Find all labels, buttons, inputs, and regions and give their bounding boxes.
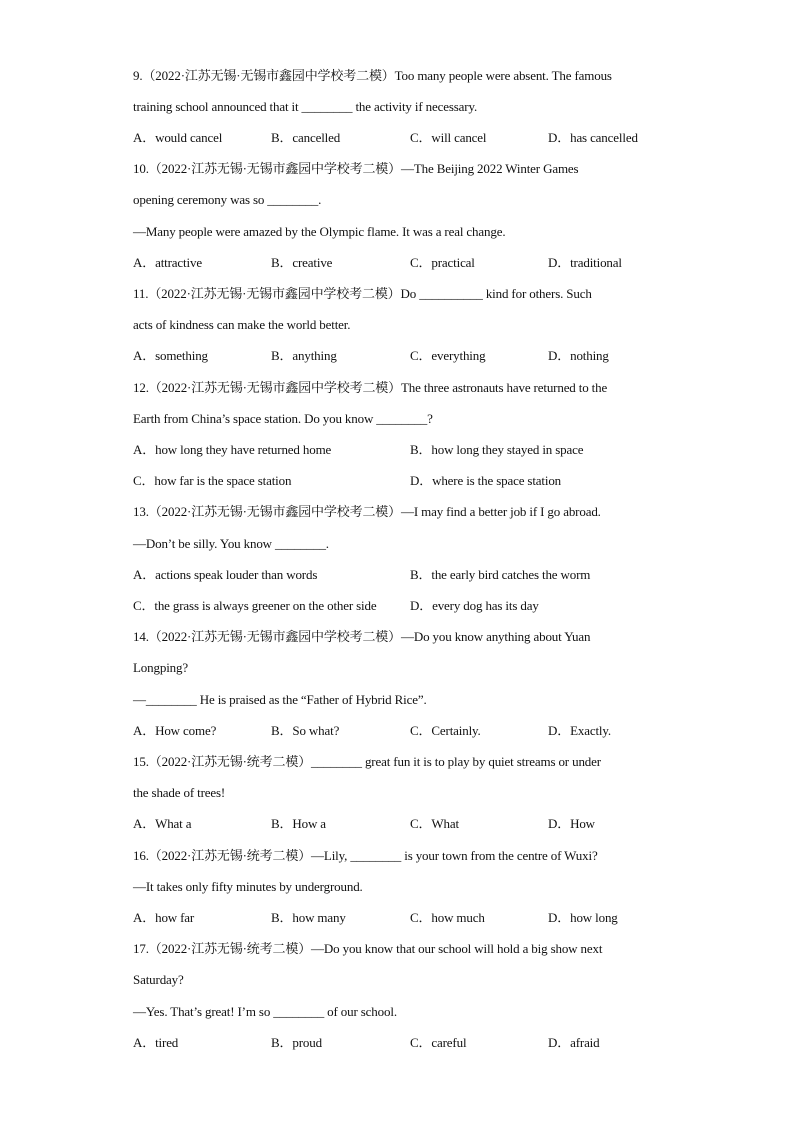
question-14-line-2: Longping? [133,660,188,675]
question-14-option-b: B．So what? [271,723,340,738]
question-12-line-2: Earth from China’s space station. Do you know ________? [133,411,433,426]
question-16-option-c: C．how much [410,910,485,925]
question-15-option-b: B．How a [271,816,326,831]
question-14-option-c: C．Certainly. [410,723,481,738]
question-12-line-1: 12.（2022·江苏无锡·无锡市鑫园中学校考二模）The three astronauts have returned to the [133,380,608,395]
question-12-option-d: D．where is the space station [410,473,562,488]
question-15-line-2: the shade of trees! [133,785,226,800]
question-17-option-b: B．proud [271,1035,322,1050]
question-9-option-a: A．would cancel [133,130,223,145]
question-10-option-d: D．traditional [548,255,622,270]
question-16-line-1: 16.（2022·江苏无锡·统考二模）—Lily, ________ is your town from the centre of Wuxi? [133,848,598,863]
question-14-option-a: A．How come? [133,723,217,738]
question-13-line-1: 13.（2022·江苏无锡·无锡市鑫园中学校考二模）—I may find a better job if I go abroad. [133,504,601,519]
question-13-option-b: B．the early bird catches the worm [410,567,591,582]
question-15-line-1: 15.（2022·江苏无锡·统考二模）________ great fun it is to play by quiet streams or under [133,754,601,769]
question-10-line-3: —Many people were amazed by the Olympic flame. It was a real change. [133,224,506,239]
question-11-line-1: 11.（2022·江苏无锡·无锡市鑫园中学校考二模）Do __________ kind for others. Such [133,286,592,301]
question-16-line-2: —It takes only fifty minutes by underground. [133,879,363,894]
question-13-option-d: D．every dog has its day [410,598,539,613]
question-9-line-1: 9.（2022·江苏无锡·无锡市鑫园中学校考二模）Too many people were absent. The famous [133,68,612,83]
question-14-option-d: D．Exactly. [548,723,611,738]
question-16-option-d: D．how long [548,910,618,925]
question-10-line-2: opening ceremony was so ________. [133,192,322,207]
question-16-option-b: B．how many [271,910,346,925]
question-11-line-2: acts of kindness can make the world better. [133,317,351,332]
question-12-option-b: B．how long they stayed in space [410,442,584,457]
question-13-option-a: A．actions speak louder than words [133,567,318,582]
question-17-option-c: C．careful [410,1035,467,1050]
question-15-option-d: D．How [548,816,595,831]
question-9-option-c: C．will cancel [410,130,487,145]
question-10-option-a: A．attractive [133,255,202,270]
question-15-option-c: C．What [410,816,459,831]
question-11-option-a: A．something [133,348,208,363]
question-11-option-d: D．nothing [548,348,609,363]
question-14-line-1: 14.（2022·江苏无锡·无锡市鑫园中学校考二模）—Do you know anything about Yuan [133,629,591,644]
question-12-option-a: A．how long they have returned home [133,442,332,457]
question-11-option-b: B．anything [271,348,337,363]
question-15-option-a: A．What a [133,816,192,831]
question-17-option-a: A．tired [133,1035,179,1050]
question-16-option-a: A．how far [133,910,195,925]
question-9-option-d: D．has cancelled [548,130,638,145]
question-13-line-2: —Don’t be silly. You know ________. [133,536,329,551]
question-13-option-c: C．the grass is always greener on the other side [133,598,377,613]
question-12-option-c: C．how far is the space station [133,473,292,488]
question-10-option-c: C．practical [410,255,475,270]
question-10-line-1: 10.（2022·江苏无锡·无锡市鑫园中学校考二模）—The Beijing 2022 Winter Games [133,161,579,176]
question-17-option-d: D．afraid [548,1035,600,1050]
question-9-line-2: training school announced that it ________ the activity if necessary. [133,99,478,114]
question-11-option-c: C．everything [410,348,486,363]
question-17-line-2: Saturday? [133,972,184,987]
question-14-line-3: —________ He is praised as the “Father of Hybrid Rice”. [133,692,427,707]
question-17-line-1: 17.（2022·江苏无锡·统考二模）—Do you know that our school will hold a big show next [133,941,603,956]
question-17-line-3: —Yes. That’s great! I’m so ________ of our school. [133,1004,397,1019]
question-9-option-b: B．cancelled [271,130,341,145]
question-10-option-b: B．creative [271,255,333,270]
